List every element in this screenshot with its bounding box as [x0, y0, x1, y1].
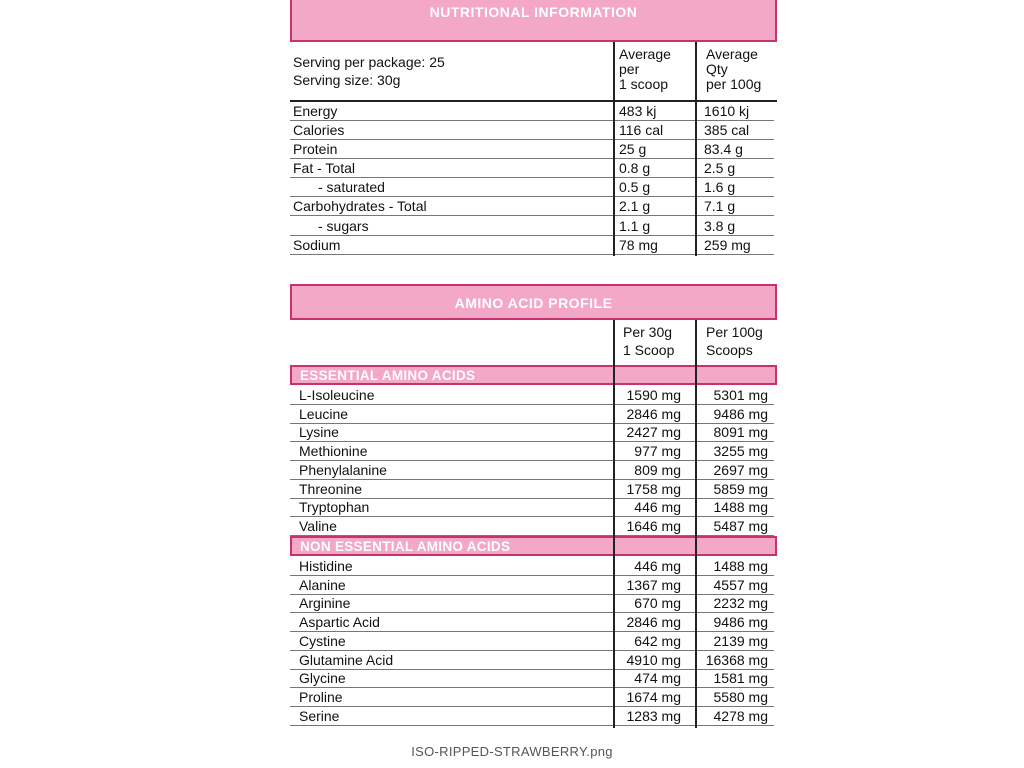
nutrient-row	[290, 197, 774, 216]
amino-row	[290, 423, 774, 442]
per-100g-value: 9486 mg	[713, 614, 768, 631]
per-100g-value: 7.1 g	[704, 198, 736, 214]
amino-name: Histidine	[299, 558, 353, 574]
serving-per-package: Serving per package: 25	[293, 54, 445, 70]
per-scoop-value: 25 g	[619, 141, 647, 157]
amino-row	[290, 386, 774, 405]
amino-name: Glutamine Acid	[299, 651, 394, 668]
per-30g-value: 4910 mg	[626, 651, 681, 668]
amino-name: Aspartic Acid	[299, 614, 380, 631]
per-30g-value: 2427 mg	[626, 424, 681, 441]
per-100g-value: 8091 mg	[713, 424, 768, 441]
per-100g-value: 259 mg	[704, 237, 751, 253]
per-30g-value: 1283 mg	[626, 707, 681, 724]
amino-row	[290, 669, 774, 688]
nutrition-header-row	[290, 42, 777, 102]
nutrient-name: Carbohydrates - Total	[293, 198, 427, 214]
nutrient-row	[290, 236, 774, 255]
amino-row	[290, 442, 774, 461]
per-100g-value: 1488 mg	[713, 558, 768, 574]
per-100g-value: 5859 mg	[713, 480, 768, 497]
amino-row	[290, 498, 774, 517]
per-30g-value: 2846 mg	[626, 405, 681, 422]
amino-row	[290, 594, 774, 613]
per-30g-value: 1367 mg	[626, 576, 681, 593]
amino-row	[290, 576, 774, 595]
amino-name: Valine	[299, 517, 337, 534]
nutrient-name: Protein	[293, 141, 338, 157]
essential-section-header	[290, 365, 777, 385]
per-100g-value: 2139 mg	[713, 632, 768, 649]
nutrient-name: - sugars	[318, 218, 369, 234]
per-100g-value: 1581 mg	[713, 670, 768, 687]
nonessential-title: NON ESSENTIAL AMINO ACIDS	[300, 539, 511, 554]
per-30g-value: 1758 mg	[626, 480, 681, 497]
nutrition-label	[290, 0, 777, 728]
amino-name: Alanine	[299, 576, 346, 593]
amino-name: Arginine	[299, 595, 351, 612]
amino-name: Phenylalanine	[299, 461, 387, 478]
per-30g-value: 670 mg	[634, 595, 681, 612]
amino-name: Cystine	[299, 632, 346, 649]
nutrient-row	[290, 217, 774, 236]
nutrition-divider-1	[613, 42, 615, 256]
nutrition-divider-2	[695, 42, 697, 256]
per-30g-value: 1646 mg	[626, 517, 681, 534]
per-30g-value: 977 mg	[634, 443, 681, 460]
per-scoop-value: 0.8 g	[619, 160, 651, 176]
per-100g-value: 2.5 g	[704, 160, 736, 176]
nutrient-row	[290, 140, 774, 159]
serving-size: Serving size: 30g	[293, 72, 401, 88]
nutrition-title: NUTRITIONAL INFORMATION	[429, 4, 638, 20]
amino-name: Tryptophan	[299, 499, 370, 516]
amino-divider-2	[695, 320, 697, 728]
amino-header-row	[290, 320, 777, 364]
amino-row	[290, 480, 774, 499]
per-100g-value: 1488 mg	[713, 499, 768, 516]
amino-title-banner	[290, 284, 777, 320]
amino-row	[290, 651, 774, 670]
per-100g-value: 1610 kj	[704, 103, 750, 119]
per-30g-value: 2846 mg	[626, 614, 681, 631]
nutrient-name: - saturated	[318, 179, 385, 195]
per-30g-value: 642 mg	[634, 632, 681, 649]
amino-name: Threonine	[299, 480, 363, 497]
nutrition-title-banner	[290, 0, 777, 42]
amino-name: Methionine	[299, 443, 368, 460]
per-100g-value: 2697 mg	[713, 461, 768, 478]
nonessential-section-header	[290, 536, 777, 556]
essential-title: ESSENTIAL AMINO ACIDS	[300, 368, 476, 383]
amino-row	[290, 632, 774, 651]
nutrient-name: Fat - Total	[293, 160, 355, 176]
amino-name: Proline	[299, 688, 343, 705]
per-100g-value: 385 cal	[704, 122, 750, 138]
nutrient-name: Calories	[293, 122, 345, 138]
amino-row	[290, 557, 774, 576]
per-30g-value: 1590 mg	[626, 387, 681, 403]
per-30g-value: 446 mg	[634, 558, 681, 574]
per-100g-value: 4278 mg	[713, 707, 768, 724]
amino-name: Glycine	[299, 670, 346, 687]
per-scoop-value: 116 cal	[619, 122, 664, 138]
nutrient-name: Energy	[293, 103, 338, 119]
per-30g-value: 1674 mg	[626, 688, 681, 705]
per-scoop-value: 483 kj	[619, 103, 657, 119]
nutrient-row	[290, 121, 774, 140]
per-100g-value: 83.4 g	[704, 141, 743, 157]
amino-name: Lysine	[299, 424, 339, 441]
per-30g-value: 809 mg	[634, 461, 681, 478]
nutrient-row	[290, 159, 774, 178]
nutrient-row	[290, 178, 774, 197]
amino-row	[290, 688, 774, 707]
amino-name: Serine	[299, 707, 340, 724]
per-30g-value: 474 mg	[634, 670, 681, 687]
amino-row	[290, 405, 774, 424]
per-scoop-value: 0.5 g	[619, 179, 651, 195]
amino-row	[290, 461, 774, 480]
per-100g-value: 5487 mg	[713, 517, 768, 534]
per-100g-value: 3.8 g	[704, 218, 736, 234]
amino-title: AMINO ACID PROFILE	[454, 295, 613, 311]
per-scoop-value: 78 mg	[619, 237, 658, 253]
nutrition-col1-header: Average per 1 scoop	[619, 46, 671, 92]
amino-name: L-Isoleucine	[299, 387, 375, 403]
amino-col1-header: Per 30g 1 Scoop	[623, 324, 675, 358]
nutrient-row	[290, 102, 774, 121]
per-100g-value: 4557 mg	[713, 576, 768, 593]
amino-divider-1	[613, 320, 615, 728]
amino-name: Leucine	[299, 405, 349, 422]
file-caption: ISO-RIPPED-STRAWBERRY.png	[411, 744, 613, 759]
amino-row	[290, 707, 774, 726]
per-100g-value: 3255 mg	[713, 443, 768, 460]
per-scoop-value: 1.1 g	[619, 218, 651, 234]
per-100g-value: 2232 mg	[713, 595, 768, 612]
amino-row	[290, 613, 774, 632]
nutrition-col2-header: Average Qty per 100g	[706, 46, 762, 92]
per-30g-value: 446 mg	[634, 499, 681, 516]
amino-row	[290, 517, 774, 536]
amino-col2-header: Per 100g Scoops	[706, 324, 763, 358]
per-100g-value: 9486 mg	[713, 405, 768, 422]
per-scoop-value: 2.1 g	[619, 198, 651, 214]
per-100g-value: 5301 mg	[713, 387, 768, 403]
per-100g-value: 1.6 g	[704, 179, 736, 195]
nutrient-name: Sodium	[293, 237, 341, 253]
per-100g-value: 16368 mg	[705, 651, 768, 668]
per-100g-value: 5580 mg	[713, 688, 768, 705]
